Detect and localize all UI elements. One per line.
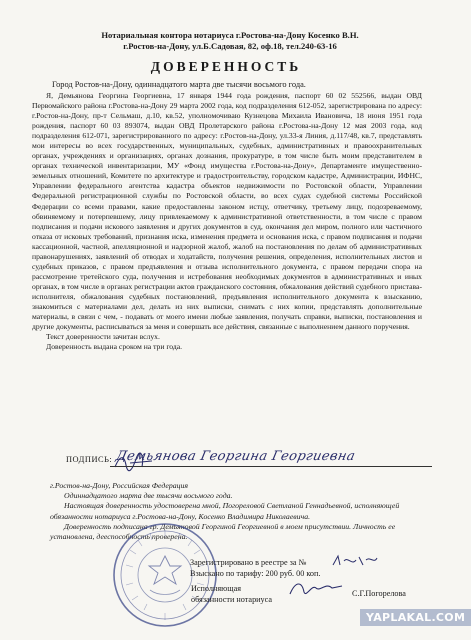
power-of-attorney-body [32, 91, 422, 352]
registry-number-label: Зарегистрировано в реестре за № [190, 558, 307, 567]
registry-entry [190, 557, 320, 579]
acting-notary-name: С.Г.Погорелова [352, 589, 406, 598]
acting-label-line-2: обязанности нотариуса [191, 595, 273, 604]
notary-signed-in-presence: Доверенность подписана гр. Демьяновой Георгиной Георгиевной в моем присутствии. Личность ее установлена, дееспособность проверена. [50, 521, 396, 542]
signature-underline [110, 466, 432, 467]
acting-label-line-1: Исполняющая [191, 584, 241, 593]
document-title: ДОВЕРЕННОСТЬ [150, 59, 302, 74]
body-paragraph-main: Я, Демьянова Георгина Георгиевна, 17 января 1944 года рождения, паспорт 60 02 552566, выдан ОВД Первомайского района г.Ростова-на-Дону 29 марта 2002 года, код подразделения 612-052, зарегистрирована по адресу: г.Ростов-на-Дону, пр-т Сельмаш, д.10, кв.52, уполномочиваю Кузнецова Михаила Ивановича, 18 июня 1951 года рождения, паспорт 60 03 893074, выдан ОВД Пролетарского района г.Ростова-на-Дону 12 мая 2003 года, код подразделения 612-071, зарегистрированного по адресу: г.Ростов-на-Дону, ул.33-я Линия, д.117/48, кв.7, представлять мои интересы во всех государственных, муниципальных, судебных, административных и правоохранительных органах, учреждениях и организациях, органах дознания, прокуратуре, в том числе быть моим представителем в органах технической инвентаризации, МУ «Фонд имущества г.Ростова-на-Дону», Департаменте имущественно-земельных отношений, Комитете по архитектуре и градостроительству, городском кадастре, Администрации, ИФНС, Управлении федерального агентства кадастра объектов недвижимости по Ростовской области, Управлении Федеральной регистрационной службы по Ростовской области, во всех судах судебной системы Российской Федерации со всеми правами, какие предоставлены законом истцу, ответчику, третьему лицу, подозреваемому, обвиняемому и потерпевшему, лицу привлекаемому к административной ответственности, в том числе с правом подписания и подачи искового заявления и других документов в суд, окончания дел миром, полного или частичного отказа от исковых требований, признания иска, изменения предмета и основания иска, с правом подписания и подачи кассационной, частной, апелляционной и надзорной жалоб, жалоб на постановления по делам об административных правонарушениях, заявлений об отводах и ходатайств, получения решения, определения, исполнительных листов и судебных приказов, с правом предъявления и отзыва исполнительного документа, с правом передачи спора на рассмотрение третейского суда, получения и истребования необходимых документов в административных и иных органах, в том числе в органах регистрации актов гражданского состояния, обжалования действий судебного пристава-исполнителя, обжалования судебных постановлений, предъявления исполнительного документа к взысканию, знакомиться с материалами дел, делать из них выписки, снимать с них копии, представлять дополнительные материалы, в связи с чем, - подавать от моего имени любые заявления, получать справки, выписки, постановления и другие документы, расписываться за меня и совершать все действия, связанные с выполнением данного поручения. [32, 91, 422, 332]
notary-certification-block [50, 481, 430, 542]
city-date-line: Город Ростов-на-Дону, одиннадцатого марта две тысячи восьмого года. [52, 80, 306, 89]
site-watermark: YAPLAKAL.COM [360, 609, 471, 626]
header-line-2: г.Ростов-на-Дону, ул.Б.Садовая, 82, оф.18, тел.240-63-16 [123, 41, 337, 51]
notary-date: Одиннадцатого марта две тысячи восьмого года. [64, 491, 233, 501]
acting-notary-title [191, 583, 272, 605]
registry-number-handwriting-icon [330, 552, 380, 570]
notary-certified-by: Настоящая доверенность удостоверена мной, Погореловой Светланой Геннадьевной, исполняющей обязанности нотариуса г.Ростова-на-Дону, Косенко Владимира Николаевича. [50, 501, 400, 521]
body-paragraph-term: Доверенность выдана сроком на три года. [46, 342, 183, 352]
body-paragraph-read-aloud: Текст доверенности зачитан вслух. [46, 332, 160, 342]
tariff-line: Взыскано по тарифу: 200 руб. 00 коп. [190, 569, 321, 578]
principal-signature-row [30, 447, 430, 475]
header-line-1: Нотариальная контора нотариуса г.Ростова-на-Дону Косенко В.Н. [101, 30, 359, 40]
notary-office-header [70, 30, 390, 52]
handwritten-signature-name: Демьянова Георгина Георгиевна [114, 449, 357, 464]
signature-label: ПОДПИСЬ: [66, 455, 113, 464]
notary-place: г.Ростов-на-Дону, Российская Федерация [50, 481, 189, 490]
notary-signature-icon [286, 578, 346, 600]
